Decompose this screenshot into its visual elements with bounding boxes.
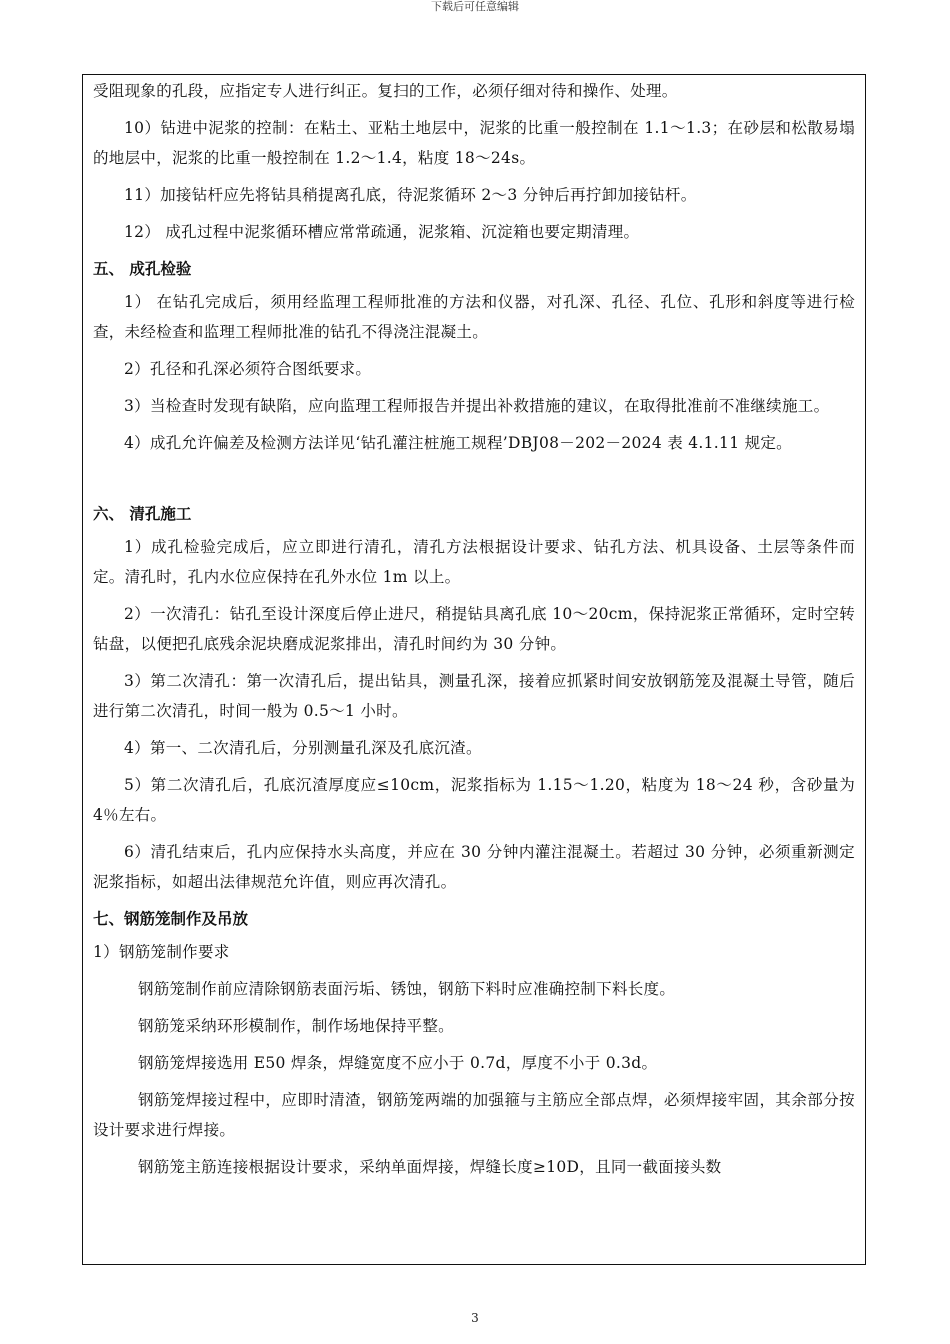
section7-paragraph-d: 钢筋笼焊接过程中，应即时清渣，钢筋笼两端的加强箍与主筋应全部点焊，必须焊接牢固，其余部分按设计要求进行焊接。 — [93, 1091, 855, 1139]
section6-item-5: 5）第二次清孔后，孔底沉渣厚度应≤10cm，泥浆指标为 1.15～1.20，粘度为 18～24 秒，含砂量为 4％左右。 — [93, 776, 855, 824]
section7-subheading-1: 1）钢筋笼制作要求 — [93, 943, 230, 961]
section6-item-2: 2）一次清孔：钻孔至设计深度后停止进尺，稍提钻具离孔底 10～20cm，保持泥浆正常循环，定时空转钻盘，以便把孔底残余泥块磨成泥浆排出，清孔时间约为 30 分钟。 — [93, 605, 855, 653]
section-heading-7: 七、钢筋笼制作及吊放 — [93, 910, 249, 928]
paragraph-item-10: 10）钻进中泥浆的控制：在粘土、亚粘土地层中，泥浆的比重一般控制在 1.1～1.3；在砂层和松散易塌的地层中，泥浆的比重一般控制在 1.2～1.4，粘度 18～24s。 — [93, 119, 855, 167]
section-heading-5: 五、 成孔检验 — [93, 260, 192, 278]
section6-item-1: 1）成孔检验完成后，应立即进行清孔，清孔方法根据设计要求、钻孔方法、机具设备、土层等条件而定。清孔时，孔内水位应保持在孔外水位 1m 以上。 — [93, 538, 855, 586]
section5-item-3: 3）当检查时发现有缺陷，应向监理工程师报告并提出补救措施的建议，在取得批准前不准继续施工。 — [124, 397, 830, 415]
section5-item-1: 1） 在钻孔完成后，须用经监理工程师批准的方法和仪器，对孔深、孔径、孔位、孔形和斜度等进行检查，未经检查和监理工程师批准的钻孔不得浇注混凝土。 — [93, 293, 855, 341]
paragraph-continued: 受阻现象的孔段，应指定专人进行纠正。复扫的工作，必须仔细对待和操作、处理。 — [93, 82, 678, 100]
section6-item-4: 4）第一、二次清孔后，分别测量孔深及孔底沉渣。 — [124, 739, 482, 757]
document-frame — [82, 74, 866, 1265]
blank-spacer — [93, 458, 855, 492]
section6-item-3: 3）第二次清孔：第一次清孔后，提出钻具，测量孔深，接着应抓紧时间安放钢筋笼及混凝土导管，随后进行第二次清孔，时间一般为 0.5～1 小时。 — [93, 672, 855, 720]
header-note: 下载后可任意编辑 — [431, 0, 519, 13]
section5-item-4: 4）成孔允许偏差及检测方法详见‘钻孔灌注桩施工规程’DBJ08－202－2024 表 4.1.11 规定。 — [124, 434, 792, 452]
paragraph-item-12: 12） 成孔过程中泥浆循环槽应常常疏通，泥浆箱、沉淀箱也要定期清理。 — [124, 223, 640, 241]
section5-item-2: 2）孔径和孔深必须符合图纸要求。 — [124, 360, 372, 378]
paragraph-item-11: 11）加接钻杆应先将钻具稍提离孔底，待泥浆循环 2～3 分钟后再拧卸加接钻杆。 — [124, 186, 697, 204]
section7-paragraph-e: 钢筋笼主筋连接根据设计要求，采纳单面焊接，焊缝长度≥10D，且同一截面接头数 — [137, 1158, 722, 1176]
document-body — [93, 75, 855, 1182]
section-heading-6: 六、 清孔施工 — [93, 505, 192, 523]
section6-item-6: 6）清孔结束后，孔内应保持水头高度，并应在 30 分钟内灌注混凝土。若超过 30 分钟，必须重新测定泥浆指标，如超出法律规范允许值，则应再次清孔。 — [93, 843, 855, 891]
section7-paragraph-a: 钢筋笼制作前应清除钢筋表面污垢、锈蚀，钢筋下料时应准确控制下料长度。 — [137, 980, 676, 998]
section7-paragraph-b: 钢筋笼采纳环形模制作，制作场地保持平整。 — [137, 1017, 454, 1035]
section7-paragraph-c: 钢筋笼焊接选用 E50 焊条，焊缝宽度不应小于 0.7d，厚度不小于 0.3d。 — [137, 1054, 658, 1072]
page-number: 3 — [471, 1311, 479, 1325]
